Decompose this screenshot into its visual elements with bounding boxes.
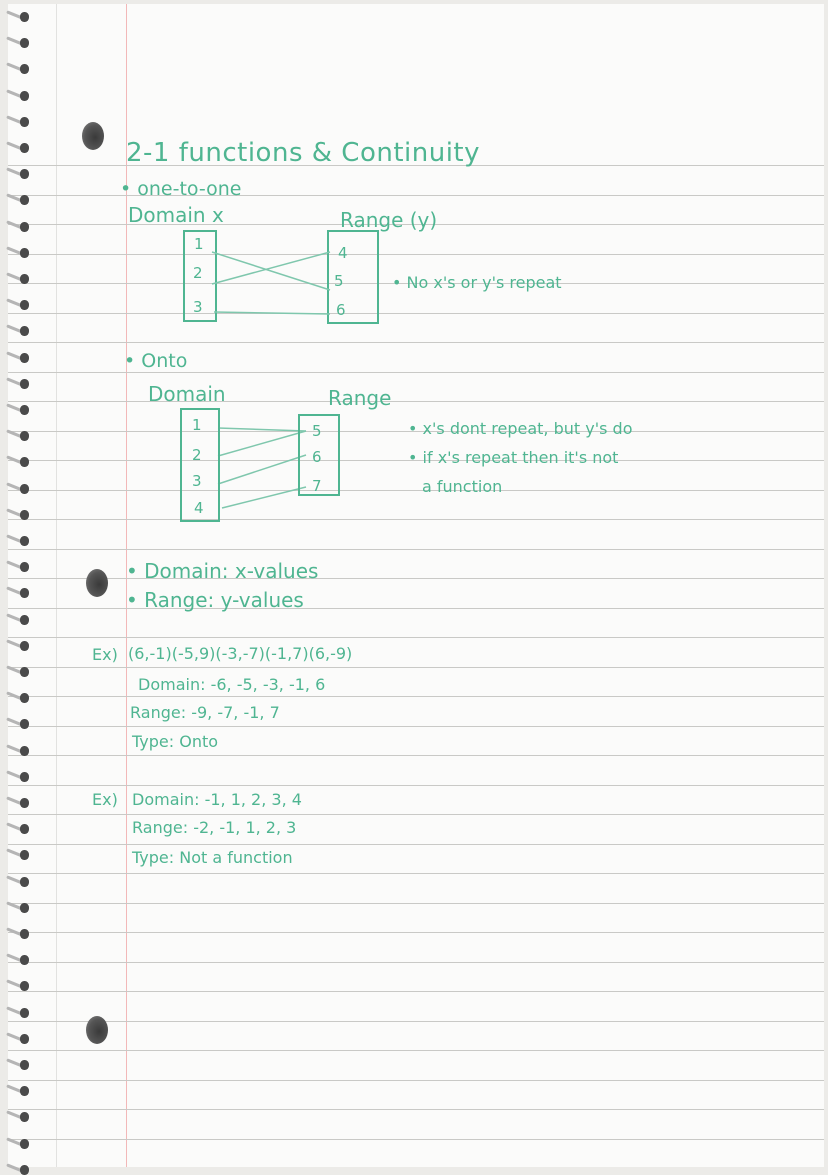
example2-type: Type: Not a function — [132, 848, 293, 867]
range-label: Range (y) — [340, 208, 438, 232]
range-value: 4 — [338, 244, 348, 262]
section-heading-one-to-one: • one-to-one — [120, 178, 242, 200]
range-value: 6 — [336, 301, 346, 319]
example1-type: Type: Onto — [132, 732, 219, 751]
example1-pairs: (6,-1)(-5,9)(-3,-7)(-1,7)(6,-9) — [128, 644, 353, 663]
domain-value: 2 — [193, 264, 203, 282]
definition-domain: • Domain: x-values — [126, 559, 319, 583]
one-to-one-note: • No x's or y's repeat — [392, 273, 562, 292]
onto-heading: Onto — [141, 350, 188, 372]
example1-domain: Domain: -6, -5, -3, -1, 6 — [138, 675, 326, 694]
domain-label: Domain x — [128, 203, 224, 227]
range-value: 7 — [312, 477, 322, 495]
onto-note-2-text: if x's repeat then it's not — [422, 448, 619, 467]
page-title: 2-1 functions & Continuity — [126, 138, 481, 168]
section-heading-onto: • Onto — [124, 350, 188, 372]
range-value: 5 — [334, 272, 344, 290]
definition-range: • Range: y-values — [126, 588, 304, 612]
example2-label: Ex) — [92, 790, 118, 809]
definition-domain-text: Domain: x-values — [144, 559, 319, 583]
domain-value: 1 — [194, 235, 204, 253]
range-value: 6 — [312, 448, 322, 466]
domain-value: 3 — [193, 298, 203, 316]
example2-domain: Domain: -1, 1, 2, 3, 4 — [132, 790, 302, 809]
onto-note-1: • x's dont repeat, but y's do — [408, 419, 633, 438]
example1-label: Ex) — [92, 645, 118, 664]
onto-note-1-text: x's dont repeat, but y's do — [422, 419, 633, 438]
domain-value: 3 — [192, 472, 202, 490]
onto-note-2: • if x's repeat then it's not — [408, 448, 619, 467]
domain-value: 1 — [192, 416, 202, 434]
one-to-one-note-text: No x's or y's repeat — [406, 273, 562, 292]
definition-range-text: Range: y-values — [144, 588, 304, 612]
range-value: 5 — [312, 422, 322, 440]
example1-range: Range: -9, -7, -1, 7 — [130, 703, 280, 722]
onto-range-label: Range — [328, 386, 392, 410]
example2-range: Range: -2, -1, 1, 2, 3 — [132, 818, 297, 837]
domain-value: 4 — [194, 499, 204, 517]
onto-domain-label: Domain — [148, 382, 226, 406]
domain-value: 2 — [192, 446, 202, 464]
onto-note-3: a function — [422, 477, 503, 496]
one-to-one-heading: one-to-one — [137, 178, 242, 200]
